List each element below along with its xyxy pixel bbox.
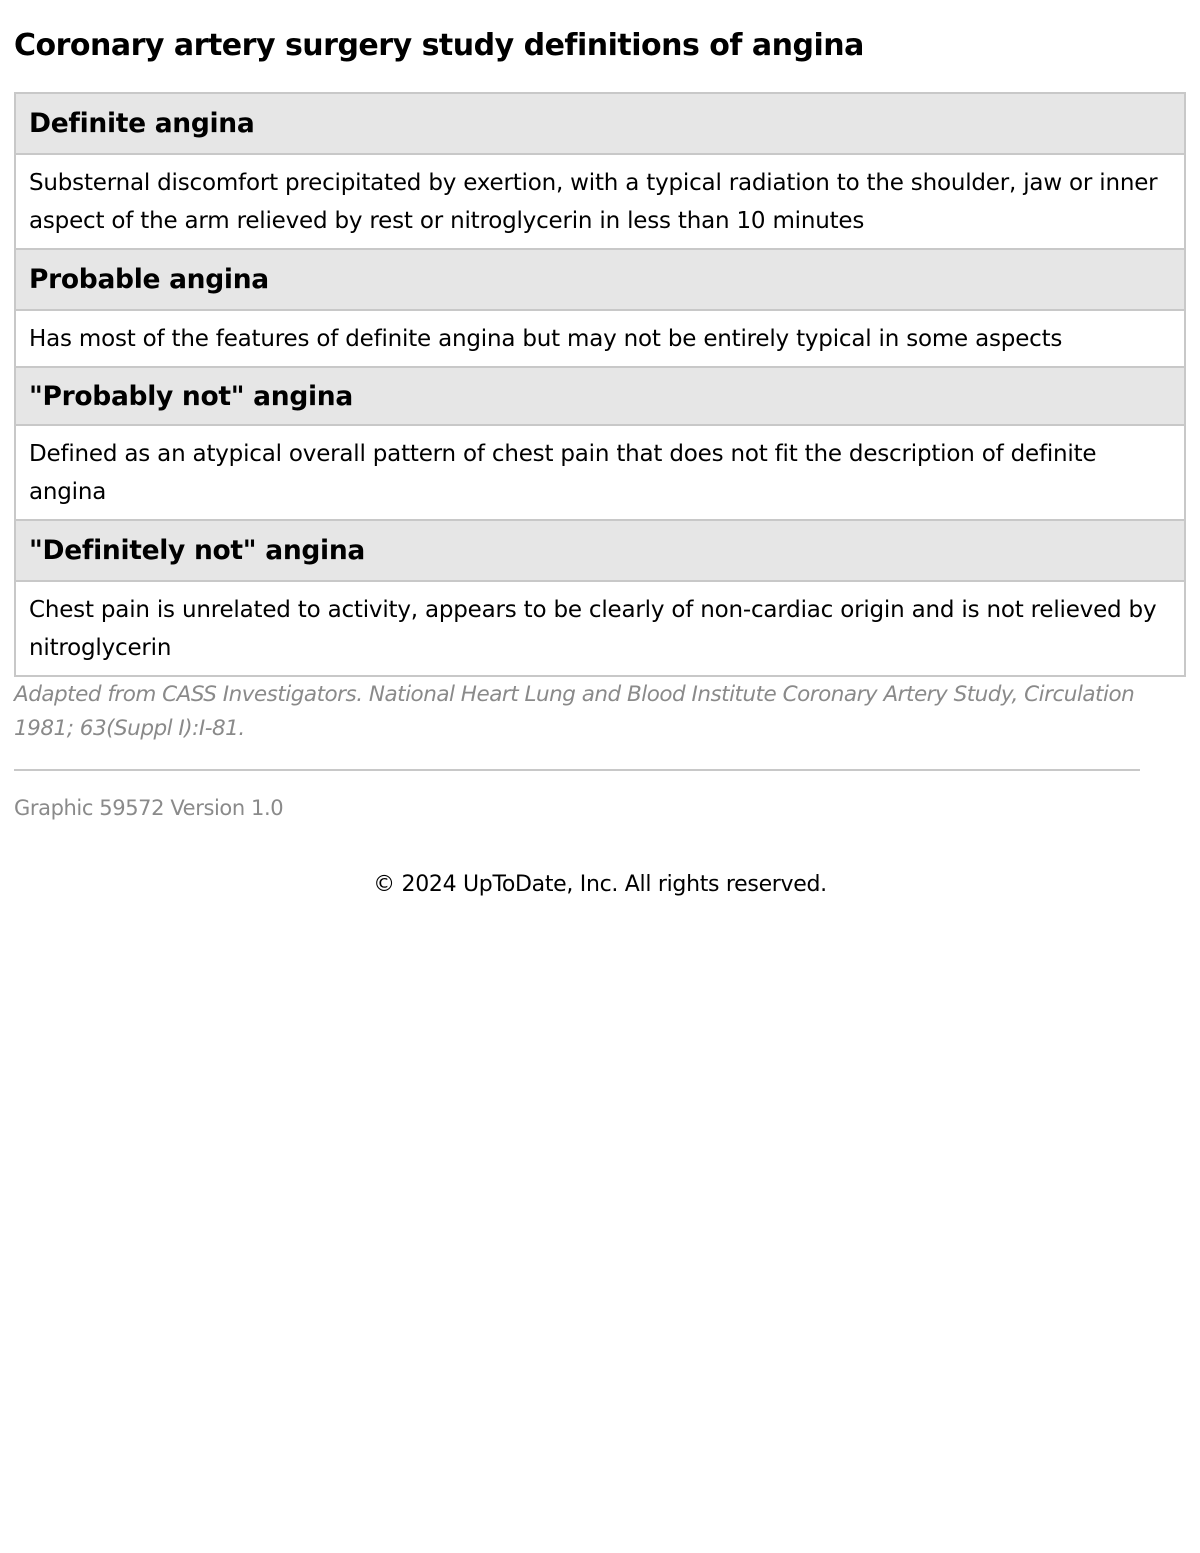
definition-heading-probably-not: "Probably not" angina: [16, 368, 1184, 426]
definition-heading-probable: Probable angina: [16, 250, 1184, 311]
divider: [14, 769, 1140, 771]
page-title: Coronary artery surgery study definitions of angina: [14, 28, 864, 63]
graphic-version: Graphic 59572 Version 1.0: [14, 796, 284, 820]
definition-heading-definite: Definite angina: [16, 94, 1184, 155]
definition-text-probable: Has most of the features of definite angina but may not be entirely typical in some aspects: [16, 311, 1184, 368]
definitions-table: [14, 92, 1186, 677]
definition-text-definite: Substernal discomfort precipitated by exertion, with a typical radiation to the shoulder, jaw or inner aspect of the arm relieved by rest or nitroglycerin in less than 10 minutes: [16, 155, 1184, 250]
definition-text-probably-not: Defined as an atypical overall pattern of chest pain that does not fit the description of definite angina: [16, 426, 1184, 521]
source-note: Adapted from CASS Investigators. National Heart Lung and Blood Institute Coronary Artery Study, Circulation 1981; 63(Suppl I):I-81.: [14, 682, 1135, 741]
definition-text-definitely-not: Chest pain is unrelated to activity, appears to be clearly of non-cardiac origin and is not relieved by nitroglycerin: [16, 582, 1184, 677]
copyright-notice: © 2024 UpToDate, Inc. All rights reserved.: [373, 872, 827, 897]
definition-heading-definitely-not: "Definitely not" angina: [16, 521, 1184, 582]
